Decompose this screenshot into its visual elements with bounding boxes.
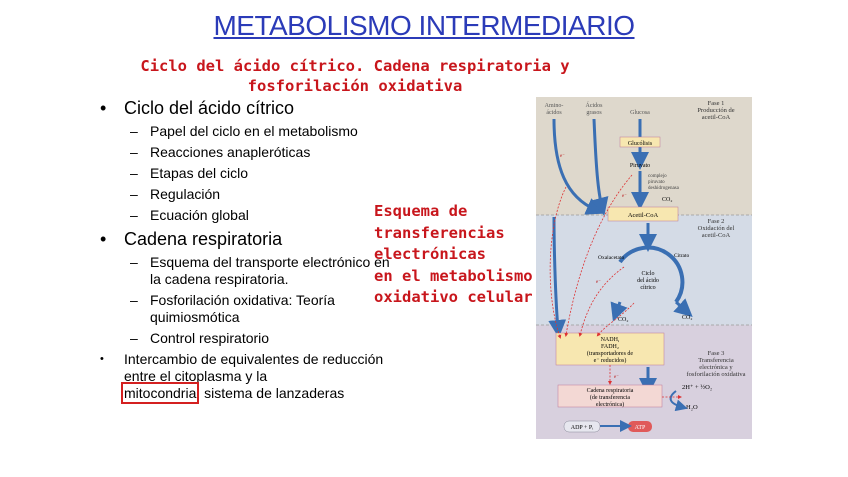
outline-item-label: Ciclo del ácido cítrico <box>124 98 295 118</box>
dash-icon: – <box>130 144 138 160</box>
atp-label: ATP <box>634 425 646 431</box>
source-label: ácidos <box>546 110 562 116</box>
outline-subitem-label: Fosforilación oxidativa: Teoría quimiosmótica <box>150 292 335 325</box>
phase3-line: electrónica y <box>699 364 733 371</box>
water-label: H₂O <box>686 404 698 411</box>
electron-label: e⁻ <box>560 154 565 159</box>
bullet-icon: • <box>100 98 107 118</box>
reaction-label: 2H⁺ + ½O₂ <box>682 384 713 391</box>
outline-subitem <box>130 207 400 224</box>
ciclo-line: del ácido <box>637 278 659 284</box>
outline-subitem-label: Control respiratorio <box>150 330 270 346</box>
ciclo-line: cítrico <box>640 285 656 291</box>
phase3-line: Transferencia <box>698 357 734 364</box>
dash-icon: – <box>130 207 138 223</box>
dash-icon: – <box>130 254 138 270</box>
nadh-line: (transportadores de <box>586 351 634 357</box>
subtitle-line-2: fosforilación oxidativa <box>247 77 463 95</box>
slide-subtitle <box>120 56 590 96</box>
complejo-line: complejo <box>648 174 667 179</box>
outline-subitem <box>130 186 400 203</box>
dash-icon: – <box>130 292 138 308</box>
phase2-line: acetil-CoA <box>701 232 731 239</box>
outline-item-lanzaderas <box>100 351 400 402</box>
diagram-callout <box>374 201 549 309</box>
outline-item-text-b: : sistema de lanzaderas <box>196 385 345 401</box>
source-label: grasos <box>586 110 602 116</box>
cadena-line: electrónica) <box>595 402 625 408</box>
electron-label: e⁻ <box>596 280 601 285</box>
outline-subitem <box>130 254 400 288</box>
phase1-title: Fase 1 <box>707 100 725 107</box>
outline-subitem-label: Papel del ciclo en el metabolismo <box>150 123 358 139</box>
callout-line: transferencias <box>374 223 505 242</box>
bullet-icon: • <box>100 353 104 365</box>
phase2-line: Oxidación del <box>697 225 735 232</box>
subtitle-line-1: Ciclo del ácido cítrico. Cadena respiratoria y <box>140 57 570 75</box>
outline-item-label: Cadena respiratoria <box>124 229 283 249</box>
callout-line: Esquema de <box>374 202 468 220</box>
co2-label: CO₂ <box>662 197 673 203</box>
outline-subitem-label: Esquema del transporte electrónico en la cadena respiratoria. <box>150 254 390 287</box>
outline-subitem <box>130 292 400 326</box>
outline-item-ciclo <box>100 97 400 119</box>
ciclo-line: Ciclo <box>641 271 655 277</box>
electron-label: e⁻ <box>614 375 619 380</box>
outline-subitem <box>130 165 400 182</box>
slide-title: METABOLISMO INTERMEDIARIO <box>213 10 635 41</box>
dash-icon: – <box>130 186 138 202</box>
phase2-title: Fase 2 <box>707 218 725 225</box>
callout-line: en el metabolismo <box>374 266 533 285</box>
dash-icon: – <box>130 330 138 346</box>
outline-subitem-label: Etapas del ciclo <box>150 165 249 181</box>
phase1-line: acetil-CoA <box>701 114 731 121</box>
complejo-line: piruvato <box>648 180 665 185</box>
callout-line: electrónicas <box>374 245 486 263</box>
outline-subitem <box>130 144 400 161</box>
glucolisis-label: Glucólisis <box>627 141 653 147</box>
cadena-line: (de transferencia <box>589 395 631 401</box>
co2-label: CO₂ <box>618 317 629 323</box>
source-label: Glucosa <box>630 110 650 116</box>
cadena-line: Cadena respiratoria <box>586 388 634 394</box>
citrato-label: Citrato <box>674 253 690 259</box>
outline-subitem <box>130 330 400 347</box>
dash-icon: – <box>130 123 138 139</box>
source-label: Ácidos <box>585 103 603 109</box>
co2-label: CO₂ <box>682 315 693 321</box>
nadh-line: e⁻ reducidos) <box>593 358 627 364</box>
source-label: Amino- <box>544 103 564 109</box>
outline-subitem <box>130 123 400 140</box>
electron-label: e⁻ <box>622 194 627 199</box>
piruvato-label: Piruvato <box>629 163 651 169</box>
outline-item-text-a: Intercambio de equivalentes de reducción entre el citoplasma y la <box>124 351 384 384</box>
outline-subitem-label: Ecuación global <box>150 207 249 223</box>
complejo-line: deshidrogenasa <box>648 186 679 191</box>
outline-subitem-label: Reacciones anapleróticas <box>150 144 311 160</box>
oxalacetato-label: Oxalacetato <box>598 255 625 261</box>
acetil-coa-label: Acetil-CoA <box>627 212 659 219</box>
topic-outline <box>100 97 400 402</box>
highlighted-term: mitocondria <box>124 385 197 401</box>
callout-line: oxidativo celular <box>374 288 533 306</box>
bullet-icon: • <box>100 229 107 249</box>
phase3-line: fosforilación oxidativa <box>686 371 746 378</box>
metabolism-diagram <box>536 97 752 439</box>
dash-icon: – <box>130 165 138 181</box>
phase3-title: Fase 3 <box>707 350 725 357</box>
outline-item-cadena <box>100 228 400 250</box>
nadh-line: NADH, <box>600 337 620 343</box>
outline-item-text <box>124 351 400 402</box>
nadh-line: FADH₂ <box>601 344 619 350</box>
adp-label: ADP + Pᵢ <box>570 425 594 431</box>
phase1-line: Producción de <box>697 107 735 114</box>
outline-subitem-label: Regulación <box>150 186 221 202</box>
